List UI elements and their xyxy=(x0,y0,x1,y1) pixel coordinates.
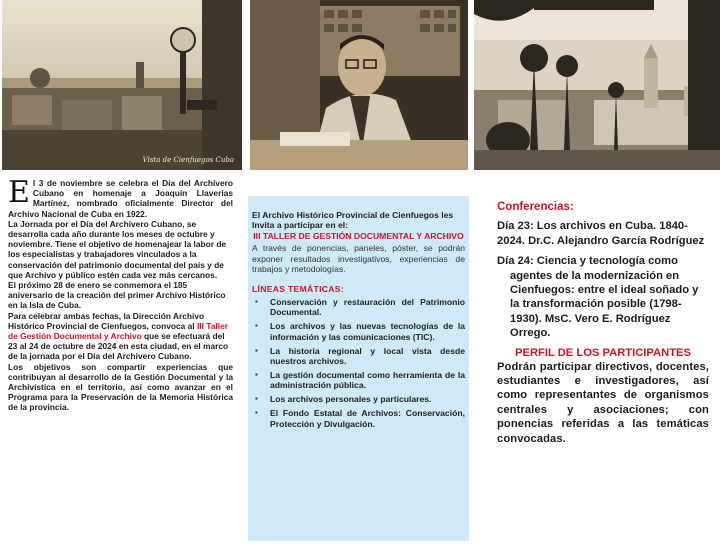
lineas-tematicas-heading: LÍNEAS TEMÁTICAS: xyxy=(252,284,344,295)
city-skyline-photo xyxy=(2,0,242,170)
list-item-text: Los archivos y las nuevas tecnologías de la información y las comunicaciones (TIC). xyxy=(270,321,465,342)
drop-cap: E xyxy=(8,175,30,210)
list-item xyxy=(252,321,465,342)
conference-day-24: Día 24: Ciencia y tecnología como agentes de la modernización en Cienfuegos: entre el ideal soñado y la transformación posible (1798-1930). MsC. Vero E. Rodríguez Orrego. xyxy=(497,255,699,340)
list-item-text: La gestión documental como herramienta de la administración pública. xyxy=(270,370,465,391)
convocatoria-text-a: Para celebrar ambas fechas, la Dirección Archivo Histórico Provincial de Cienfuegos, convoca al xyxy=(8,310,205,331)
list-item-text: Conservación y restauración del Patrimonio Documental. xyxy=(270,296,465,318)
list-item xyxy=(252,408,465,429)
convocatoria-paragraph xyxy=(8,311,233,362)
list-item-text: Los archivos personales y particulares. xyxy=(270,394,432,405)
jornada-paragraph: La Jornada por el Día del Archivero Cubano, se desarrolla cada año durante los meses de octubre y noviembre. Tiene el objetivo de homenajear la labor de los especialistas y trabajadores vinculados a la conservación del patrimonio documental del país y de que Archivo y público estén cada vez más cercanos. xyxy=(8,218,227,280)
bullet-icon: ▪ xyxy=(255,394,258,404)
invitation-panel xyxy=(248,196,469,541)
conference-day-23: Día 23: Los archivos en Cuba. 1840-2024. Dr.C. Alejandro García Rodríguez xyxy=(497,220,705,247)
right-column xyxy=(497,200,709,446)
bullet-icon: ▪ xyxy=(255,408,258,418)
lineas-tematicas-list xyxy=(252,297,465,429)
colonial-plaza-photo xyxy=(474,0,720,170)
archivist-portrait-photo xyxy=(250,0,468,170)
archivist-portrait-illustration xyxy=(250,0,468,170)
list-item xyxy=(252,297,465,318)
anniversary-paragraph: El próximo 28 de enero se conmemora el 185 aniversario de la creación del primer Archivo Histórico en la Isla de Cuba. xyxy=(8,280,226,311)
intro-paragraph xyxy=(8,175,233,219)
taller-name-highlight: III Taller de Gestión Documental y Archivo xyxy=(8,320,228,342)
perfil-heading: PERFIL DE LOS PARTICIPANTES xyxy=(515,346,691,359)
bullet-icon: ▪ xyxy=(255,296,258,306)
taller-description: A través de ponencias, paneles, póster, se podrán exponer resultados investigativos, experiencias de trabajos y metodologías. xyxy=(252,243,465,275)
perfil-text: Podrán participar directivos, docentes, estudiantes e investigadores, así como representantes de organismos centrales y asociaciones; con ponencias referidas a las temáticas convocadas. xyxy=(497,360,709,445)
photo-caption: Vista de Cienfuegos Cuba xyxy=(142,156,234,164)
bullet-icon: ▪ xyxy=(255,370,258,380)
list-item xyxy=(252,394,465,404)
bullet-icon: ▪ xyxy=(255,321,258,331)
list-item-text: La historia regional y local vista desde nuestros archivos. xyxy=(270,345,465,367)
taller-title: III TALLER DE GESTIÓN DOCUMENTAL Y ARCHIVO xyxy=(253,230,464,241)
list-item xyxy=(252,346,465,367)
list-item xyxy=(252,370,465,391)
city-skyline-illustration xyxy=(2,0,242,170)
intro-text: l 3 de noviembre se celebra el Día del Archivero Cubano en homenaje a Joaquín Llaverías Martínez, nombrado oficialmente Director del Archivo Nacional de Cuba en 1922. xyxy=(8,178,233,219)
list-item-text: El Fondo Estatal de Archivos: Conservación, Protección y Divulgación. xyxy=(270,408,465,429)
left-column xyxy=(8,175,233,413)
invitation-intro: El Archivo Histórico Provincial de Cienfuegos les Invita a participar en el: xyxy=(252,210,454,231)
objetivos-paragraph: Los objetivos son compartir experiencias que contribuyan al desarrollo de la Gestión Documental y la Archivística en el territorio, así como avanzar en el Programa para la Preservación de la Memoria Histórica de la provincia. xyxy=(8,361,233,413)
colonial-plaza-illustration xyxy=(474,0,720,170)
bullet-icon: ▪ xyxy=(255,345,258,355)
conferencias-heading: Conferencias: xyxy=(497,201,574,213)
convocatoria-text-b: que se efectuará del 23 al 24 de octubre de 2024 en esta ciudad, en el marco de la jornada por el Día del Archivero Cubano. xyxy=(8,331,229,362)
